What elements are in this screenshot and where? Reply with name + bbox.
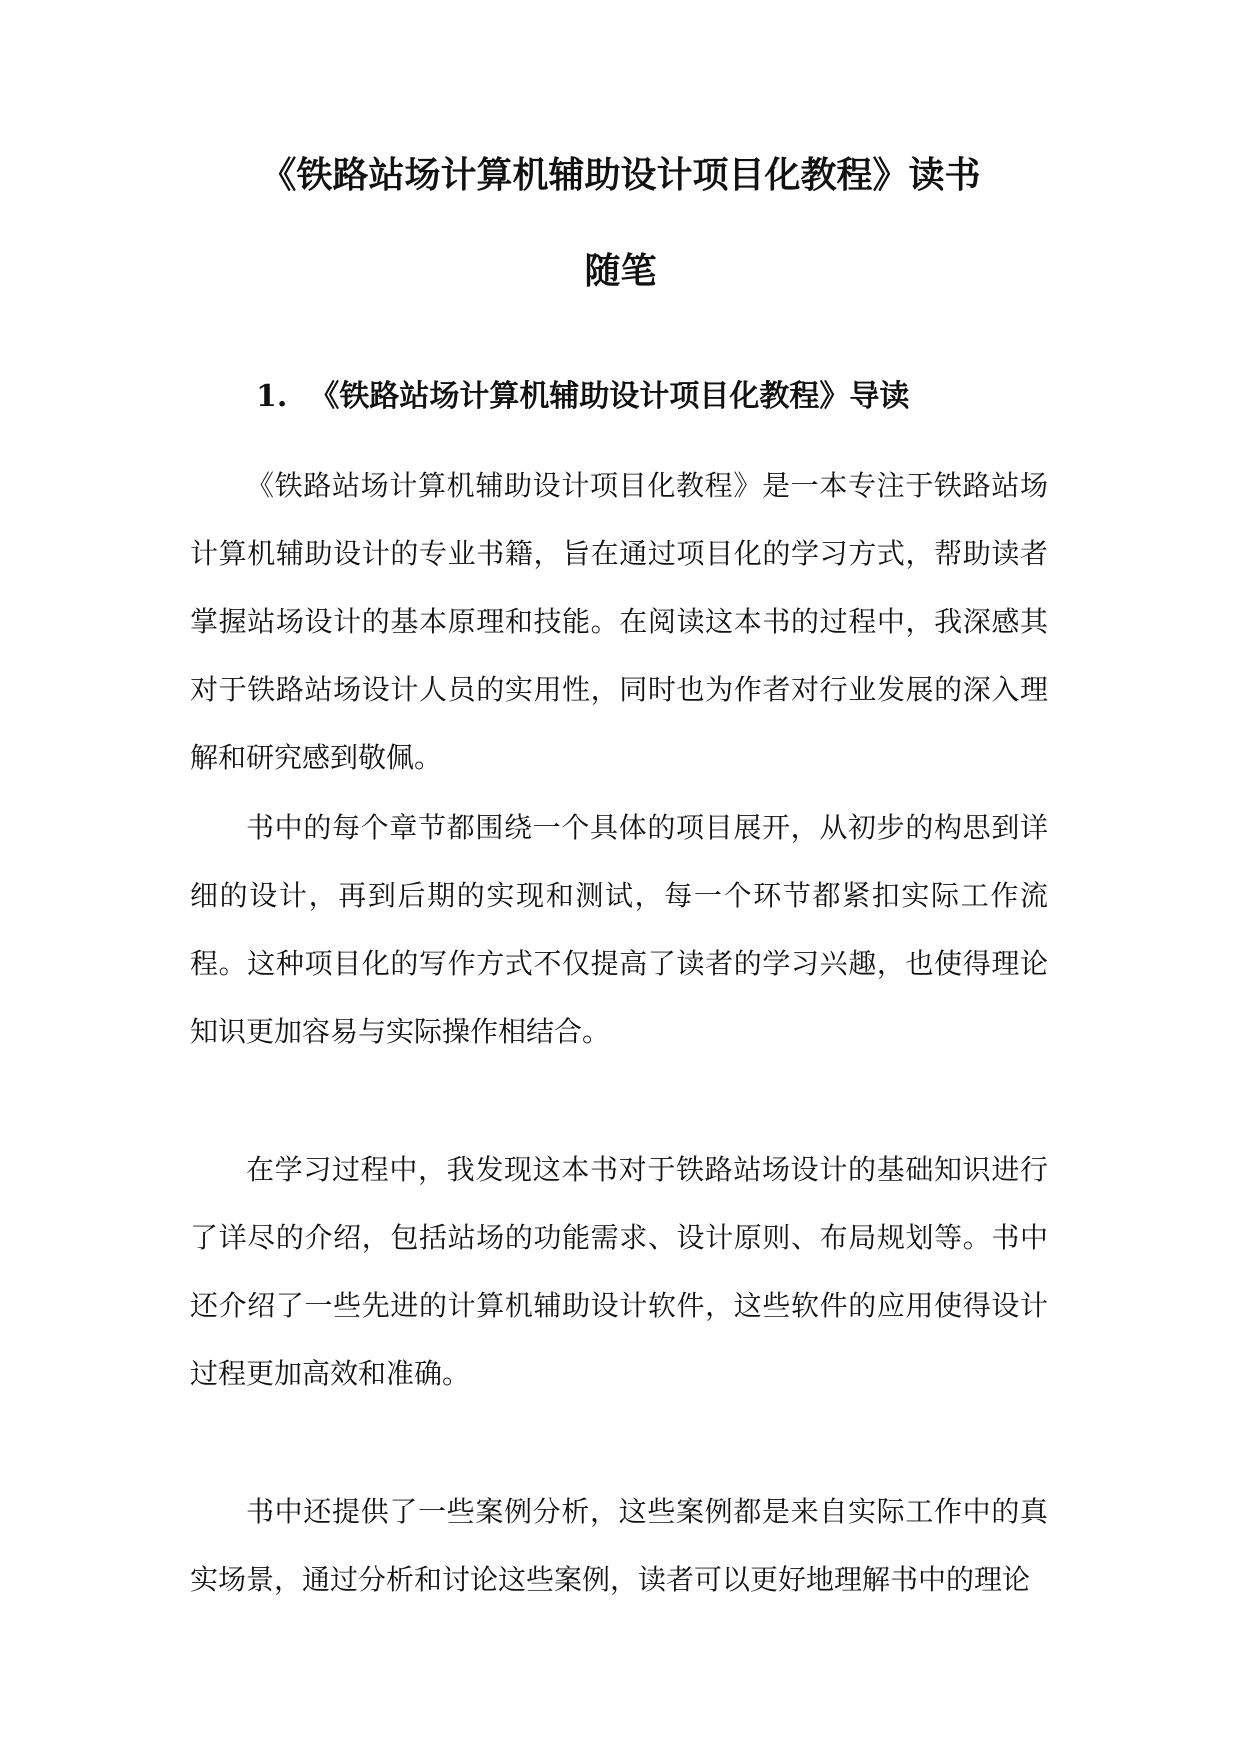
body-paragraph: 书中还提供了一些案例分析，这些案例都是来自实际工作中的真实场景，通过分析和讨论这些案例，读者可以更好地理解书中的理论 [190, 1495, 1048, 1596]
section-heading [256, 376, 909, 418]
section-number: 1. [256, 379, 288, 414]
section-heading-text: 《铁路站场计算机辅助设计项目化教程》导读 [309, 379, 910, 414]
body-paragraph: 在学习过程中，我发现这本书对于铁路站场设计的基础知识进行了详尽的介绍，包括站场的功能需求、设计原则、布局规划等。书中还介绍了一些先进的计算机辅助设计软件，这些软件的应用使得设计过程更加高效和准确。 [190, 1153, 1048, 1390]
body-paragraph: 《铁路站场计算机辅助设计项目化教程》是一本专注于铁路站场计算机辅助设计的专业书籍，旨在通过项目化的学习方式，帮助读者掌握站场设计的基本原理和技能。在阅读这本书的过程中，我深感其对于铁路站场设计人员的实用性，同时也为作者对行业发展的深入理解和研究感到敬佩。 [190, 469, 1048, 774]
page-title: 《铁路站场计算机辅助设计项目化教程》读书 [260, 154, 981, 196]
body-paragraph: 书中的每个章节都围绕一个具体的项目展开，从初步的构思到详细的设计，再到后期的实现和测试，每一个环节都紧扣实际工作流程。这种项目化的写作方式不仅提高了读者的学习兴趣，也使得理论知识更加容易与实际操作相结合。 [190, 811, 1048, 1048]
page-title-continuation: 随笔 [584, 250, 657, 292]
